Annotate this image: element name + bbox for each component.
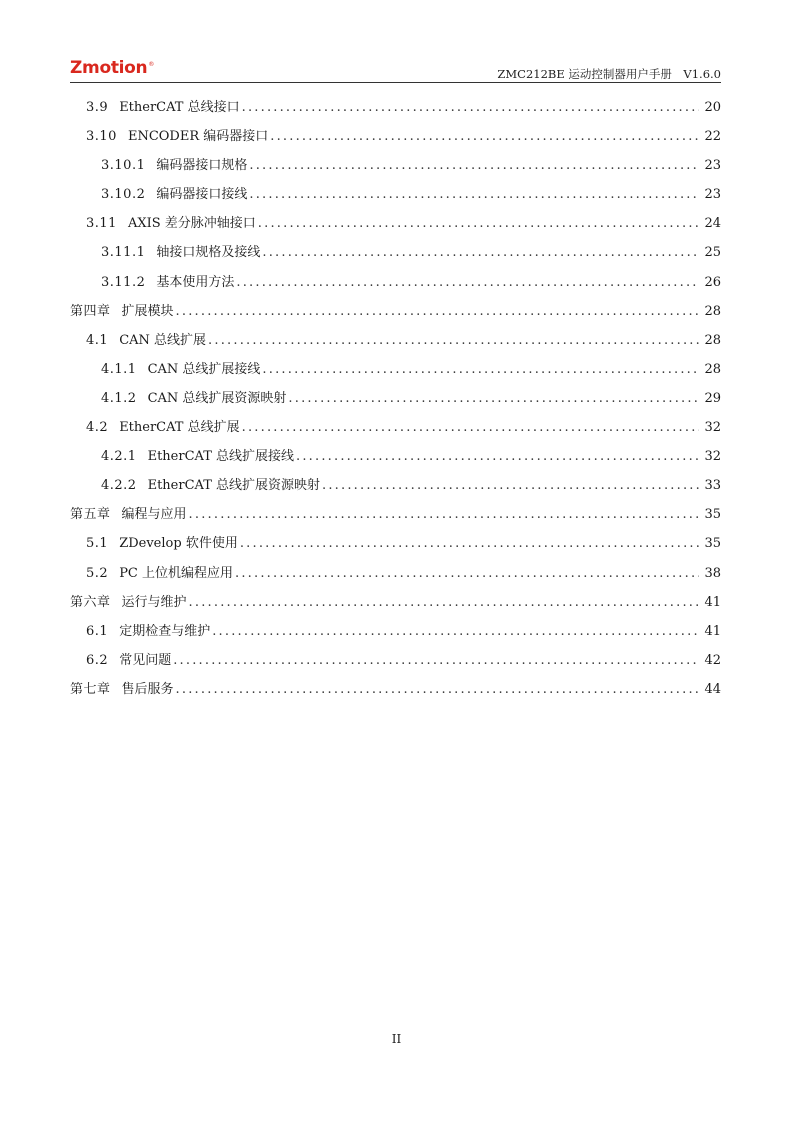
dot-leader xyxy=(240,536,699,551)
toc-entry-number: 4.2.1 xyxy=(101,449,137,465)
company-logo xyxy=(70,58,154,78)
toc-entry-number: 第四章 xyxy=(70,303,111,319)
toc-entry-title: CAN 总线扩展资源映射 xyxy=(147,390,287,406)
toc-entry[interactable] xyxy=(70,445,721,474)
toc-entry-title: 基本使用方法 xyxy=(156,274,235,290)
toc-entry-page: 32 xyxy=(704,449,721,465)
dot-leader xyxy=(236,275,699,290)
dot-leader xyxy=(242,420,699,435)
toc-entry-page: 25 xyxy=(704,245,721,261)
dot-leader xyxy=(296,449,699,464)
dot-leader xyxy=(176,682,699,697)
toc-entry-number: 4.2.2 xyxy=(101,478,137,494)
dot-leader xyxy=(208,333,699,348)
toc-entry-number: 3.10.2 xyxy=(101,187,146,203)
table-of-contents xyxy=(70,96,721,707)
toc-entry-title: 定期检查与维护 xyxy=(119,623,211,639)
toc-entry[interactable] xyxy=(70,387,721,416)
toc-entry-title: 编码器接口接线 xyxy=(156,187,248,203)
toc-entry[interactable] xyxy=(70,591,721,620)
toc-entry-number: 4.1.1 xyxy=(101,361,137,377)
toc-entry-page: 24 xyxy=(704,216,721,232)
toc-entry-number: 3.9 xyxy=(86,100,109,115)
toc-entry-number: 6.2 xyxy=(86,652,109,668)
toc-entry[interactable] xyxy=(70,271,721,300)
toc-entry-title: ENCODER 编码器接口 xyxy=(127,129,269,145)
toc-entry-number: 3.11.1 xyxy=(101,245,146,261)
toc-entry-title: 编程与应用 xyxy=(121,507,187,523)
toc-entry-number: 5.2 xyxy=(86,565,109,581)
toc-entry-title: 运行与维护 xyxy=(121,594,187,610)
document-title: ZMC212BE 运动控制器用户手册 V1.6.0 xyxy=(497,67,721,81)
dot-leader xyxy=(249,187,699,202)
toc-entry[interactable] xyxy=(70,154,721,183)
toc-entry[interactable] xyxy=(70,678,721,707)
toc-entry-number: 3.10 xyxy=(86,129,117,145)
toc-entry-number: 第七章 xyxy=(70,681,111,697)
header-divider xyxy=(70,82,721,83)
toc-entry[interactable] xyxy=(70,503,721,532)
toc-entry[interactable] xyxy=(70,241,721,270)
toc-entry-number: 5.1 xyxy=(86,536,109,552)
toc-entry-page: 42 xyxy=(704,652,721,668)
toc-entry-title: ZDevelop 软件使用 xyxy=(119,536,238,552)
toc-entry-title: PC 上位机编程应用 xyxy=(119,565,234,581)
dot-leader xyxy=(242,100,699,115)
toc-entry[interactable] xyxy=(70,125,721,154)
toc-entry-number: 4.1.2 xyxy=(101,390,137,406)
toc-entry[interactable] xyxy=(70,620,721,649)
toc-entry-title: EtherCAT 总线扩展接线 xyxy=(147,449,294,465)
toc-entry-number: 4.1 xyxy=(86,332,109,348)
toc-entry-page: 32 xyxy=(704,420,721,436)
toc-entry-page: 20 xyxy=(704,100,721,115)
toc-entry[interactable] xyxy=(70,532,721,561)
toc-entry-title: EtherCAT 总线扩展资源映射 xyxy=(147,478,320,494)
toc-entry-number: 3.10.1 xyxy=(101,158,146,174)
dot-leader xyxy=(235,566,699,581)
toc-entry-title: CAN 总线扩展接线 xyxy=(147,361,261,377)
toc-entry-page: 28 xyxy=(704,332,721,348)
dot-leader xyxy=(258,216,699,231)
toc-entry-page: 28 xyxy=(704,361,721,377)
dot-leader xyxy=(249,158,699,173)
toc-entry-page: 23 xyxy=(704,158,721,174)
page-number: II xyxy=(391,1032,402,1046)
toc-entry-title: CAN 总线扩展 xyxy=(119,332,207,348)
dot-leader xyxy=(173,653,699,668)
toc-entry[interactable] xyxy=(70,649,721,678)
toc-entry-page: 23 xyxy=(704,187,721,203)
toc-entry-page: 35 xyxy=(704,536,721,552)
toc-entry-title: 编码器接口规格 xyxy=(156,158,248,174)
toc-entry-page: 28 xyxy=(704,303,721,319)
toc-entry-number: 第五章 xyxy=(70,507,111,523)
toc-entry-title: 常见问题 xyxy=(119,652,172,668)
toc-entry-page: 26 xyxy=(704,274,721,290)
toc-entry[interactable] xyxy=(70,329,721,358)
registered-mark: ® xyxy=(148,61,155,69)
dot-leader xyxy=(189,507,699,522)
toc-entry-number: 第六章 xyxy=(70,594,111,610)
dot-leader xyxy=(262,362,699,377)
toc-entry-title: 扩展模块 xyxy=(121,303,174,319)
toc-entry[interactable] xyxy=(70,562,721,591)
dot-leader xyxy=(176,304,699,319)
toc-entry-number: 4.2 xyxy=(86,420,109,436)
toc-entry-page: 22 xyxy=(704,129,721,145)
toc-entry-page: 41 xyxy=(704,623,721,639)
toc-entry[interactable] xyxy=(70,474,721,503)
logo-text: Zmotion xyxy=(70,58,148,78)
dot-leader xyxy=(212,624,699,639)
toc-entry-page: 29 xyxy=(704,390,721,406)
toc-entry-title: 轴接口规格及接线 xyxy=(156,245,261,261)
toc-entry[interactable] xyxy=(70,300,721,329)
dot-leader xyxy=(189,595,699,610)
toc-entry[interactable] xyxy=(70,96,721,125)
toc-entry-page: 38 xyxy=(704,565,721,581)
toc-entry-page: 35 xyxy=(704,507,721,523)
dot-leader xyxy=(262,245,699,260)
toc-entry-page: 44 xyxy=(704,681,721,697)
toc-entry[interactable] xyxy=(70,416,721,445)
toc-entry-title: AXIS 差分脉冲轴接口 xyxy=(127,216,256,232)
toc-entry-title: EtherCAT 总线扩展 xyxy=(119,420,240,436)
toc-entry-number: 3.11 xyxy=(86,216,117,232)
toc-entry-title: 售后服务 xyxy=(121,681,174,697)
dot-leader xyxy=(322,478,699,493)
toc-entry-title: EtherCAT 总线接口 xyxy=(119,100,240,115)
dot-leader xyxy=(288,391,699,406)
toc-entry-number: 3.11.2 xyxy=(101,274,146,290)
toc-entry[interactable] xyxy=(70,183,721,212)
toc-entry-page: 33 xyxy=(704,478,721,494)
toc-entry-number: 6.1 xyxy=(86,623,109,639)
toc-entry[interactable] xyxy=(70,358,721,387)
dot-leader xyxy=(270,129,699,144)
toc-entry-page: 41 xyxy=(704,594,721,610)
toc-entry[interactable] xyxy=(70,212,721,241)
